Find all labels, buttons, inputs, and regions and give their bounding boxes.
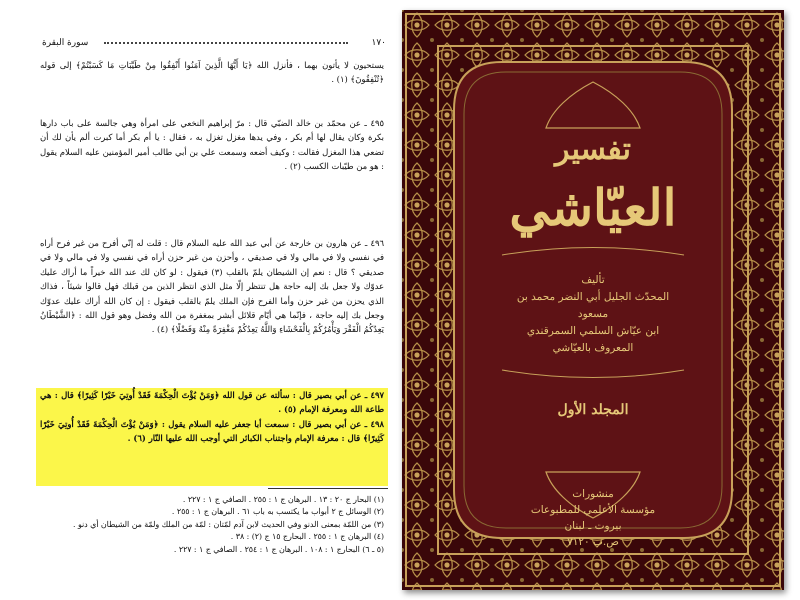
page-header	[40, 38, 388, 54]
paragraph-continuation: يستحيون لا يأتون بهما ، فأنزل الله ﴿يَا أَيُّهَا الَّذِينَ آمَنُوا أَنْفِقُوا مِنْ طَيِّبَاتِ مَا كَسَبْتُمْ﴾ إلى قوله ﴿تُنْفِقُونَ﴾ (١) .	[40, 60, 384, 85]
publisher-line-4: ص.ب ٧١٢٠	[567, 536, 619, 548]
header-dotted-leader	[104, 42, 348, 44]
cover-author-block	[514, 272, 672, 357]
publisher-line-2: مؤسسة الأعلمي للمطبوعات	[530, 504, 656, 516]
footnote-rule	[268, 488, 388, 489]
footnote-1: (١) البحار ج ٢٠ : ١٣ . البرهان ج ١ : ٢٥٥ . الصافي ج ١ : ٢٢٧ .	[182, 495, 384, 504]
publisher-line-1: منشورات	[572, 488, 614, 500]
hadith-497: ٤٩٧ ـ عن أبي بصير قال : سألته عن قول الله ﴿وَمَنْ يُؤْتَ الْحِكْمَةَ فَقَدْ أُوتِيَ خَيْرًا كَثِيرًا﴾ قال : هي طاعة الله ومعرفة الإمام (٥) .	[40, 390, 384, 415]
book-cover	[402, 10, 784, 590]
cover-title-ayyashi: العيّاشي	[509, 178, 677, 237]
surah-title: سورة البقرة	[42, 38, 89, 48]
footnotes	[40, 494, 384, 556]
author-line-4: المعروف بالعيّاشي	[552, 342, 634, 354]
tafsir-page	[40, 32, 388, 577]
footnote-3: (٣) من اللمّة بمعنى الدنو وفي الحديث لابن آدم لمّتان : لمّة من الملك ولمّة من الشيطان أي دنو .	[73, 519, 384, 529]
footnote-5: (٥ ـ ٦) البحارج ١ : ١٠٨ . البرهان ج ١ : ٢٥٤ . الصافي ج ١ : ٢٢٧ .	[173, 544, 384, 554]
author-line-3: ابن عيّاش السلمي السمرقندي	[526, 325, 660, 337]
page-number: ١٧٠	[371, 38, 386, 48]
footnote-2: (٢) الوسائل ج ٢ أبواب ما يكتسب به باب ٦١ . البرهان ج ١ : ٢٥٥ .	[171, 507, 384, 517]
cover-title-tafsir: تفسير	[555, 132, 631, 167]
hadith-495: ٤٩٥ ـ عن محمّد بن خالد الضبّي قال : مرّ إبراهيم النخعي على امرأة وهي جالسة على باب دارها بكرة وكان يقال لها أم بكر ، وفي يدها مغزل تغزل به ، فقال : يا أم بكر أما كبرت ألم يأن لك أن تضعي هذا المغزل فقالت : وكيف أضعه وسمعت علي بن أبي طالب أمير المؤمنين عليه السلام يقول : هو من طيّبات الكسب (٢) .	[40, 118, 384, 172]
cover-volume: المجلد الأول	[557, 402, 629, 418]
author-line-2: المحدّث الجليل أبي النضر محمد بن مسعود	[516, 291, 670, 320]
cover-publisher-block	[514, 486, 672, 550]
hadith-496: ٤٩٦ ـ عن هارون بن خارجة عن أبي عبد الله عليه السلام قال : قلت له إنّي أفرح من غير فرح أراه في نفسي ولا في مالي ولا في صديقي ، وأحزن من غير حزن أراه في نفسي ولا في مالي ولا في صديقي ؟ قال : نعم إن الشيطان يلمّ بالقلب (٣) فيقول : لو كان لك عند الله خيراً ما أراك عليك عدوّك ولا جعل بك إليه حاجة هل تنتظر إلّا مثل الذي انتظر الذين من قبلك فهل قالوا شيئاً ، فذاك الذي يحزن من غير حزن وأما الفرح فإن الملك يلمّ بالقلب فيقول : إن كان الله أراك عليك عدوّك وجعل بك إليه حاجة ، فإنّما هي أيّام قلائل أبشر بمغفرة من الله وفضل وهو قول الله : ﴿الشَّيْطَانُ يَعِدُكُمُ الْفَقْرَ وَيَأْمُرُكُمْ بِالْفَحْشَاءِ وَاللَّهُ يَعِدُكُمْ مَغْفِرَةً مِنْهُ وَفَضْلًا﴾ (٤) .	[40, 238, 385, 335]
publisher-line-3: بيروت ـ لبنان	[564, 520, 622, 532]
footnote-4: (٤) البرهان ج ١ : ٢٥٥ . البحارج ١٥ ج (٢) : ٣٨ .	[230, 532, 384, 542]
hadith-498: ٤٩٨ ـ عن أبي بصير قال : سمعت أبا جعفر عليه السلام يقول : ﴿وَمَنْ يُؤْتَ الْحِكْمَةَ فَقَدْ أُوتِيَ خَيْرًا كَثِيرًا﴾ قال : معرفة الإمام واجتناب الكبائر التي أوجب الله عليها النّار (٦) .	[40, 418, 384, 444]
highlighted-hadiths	[40, 388, 384, 476]
author-line-1: تأليف	[581, 274, 605, 286]
